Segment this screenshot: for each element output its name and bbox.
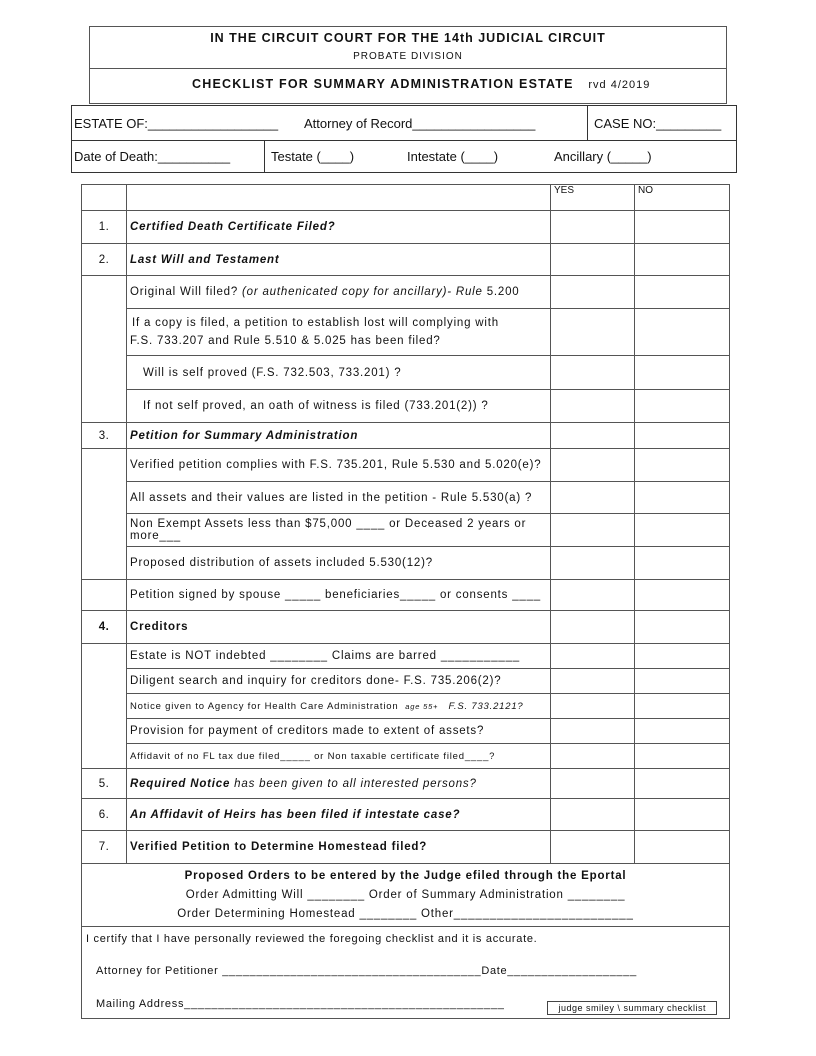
table-row xyxy=(82,449,730,482)
table-row xyxy=(82,719,730,744)
item-last-will: Last Will and Testament xyxy=(127,244,551,276)
table-row xyxy=(82,309,730,356)
yes-checkbox[interactable] xyxy=(551,449,635,482)
ahca-age-note: age 55+ xyxy=(405,701,439,711)
certification-row xyxy=(82,927,730,1019)
case-no-cell xyxy=(588,106,736,140)
orders-line-admitting[interactable]: Order Admitting Will ________ Order of Summary Administration ________ xyxy=(185,888,626,901)
item-death-certificate: Certified Death Certificate Filed? xyxy=(127,211,551,244)
no-checkbox[interactable] xyxy=(635,769,730,799)
checklist-table xyxy=(81,184,730,1019)
yes-checkbox[interactable] xyxy=(551,211,635,244)
no-checkbox[interactable] xyxy=(635,644,730,669)
yes-checkbox[interactable] xyxy=(551,356,635,390)
original-will-note: (or authenicated copy for ancillary)- Rule xyxy=(242,286,483,298)
empty-num-cell xyxy=(82,644,127,769)
attorney-signature-line[interactable]: Attorney for Petitioner ______________________________________Date___________________ xyxy=(96,965,637,977)
table-row xyxy=(82,744,730,769)
empty-num-cell xyxy=(82,580,127,611)
no-checkbox[interactable] xyxy=(635,244,730,276)
item-diligent-search: Diligent search and inquiry for creditors done- F.S. 735.206(2)? xyxy=(127,669,551,694)
yes-column-header: YES xyxy=(551,185,635,211)
item-copy-filed xyxy=(127,309,551,356)
item-number: 1. xyxy=(82,211,127,244)
empty-num-cell xyxy=(82,449,127,580)
table-row xyxy=(82,211,730,244)
no-checkbox[interactable] xyxy=(635,694,730,719)
yes-checkbox[interactable] xyxy=(551,547,635,580)
required-notice-bold: Required Notice xyxy=(130,777,231,790)
table-row xyxy=(82,356,730,390)
yes-checkbox[interactable] xyxy=(551,799,635,831)
no-checkbox[interactable] xyxy=(635,744,730,769)
table-row xyxy=(82,644,730,669)
item-provision-payment: Provision for payment of creditors made to extent of assets? xyxy=(127,719,551,744)
document-header xyxy=(89,26,727,104)
no-checkbox[interactable] xyxy=(635,719,730,744)
header-divider xyxy=(90,68,726,69)
item-not-indebted: Estate is NOT indebted ________ Claims are barred ___________ xyxy=(127,644,551,669)
item-self-proved: Will is self proved (F.S. 732.503, 733.201) ? xyxy=(127,356,551,390)
no-checkbox[interactable] xyxy=(635,799,730,831)
no-checkbox[interactable] xyxy=(635,547,730,580)
item-ahca-notice xyxy=(127,694,551,719)
orders-heading: Proposed Orders to be entered by the Judge efiled through the Eportal xyxy=(184,869,627,882)
no-checkbox[interactable] xyxy=(635,390,730,423)
proposed-orders-cell xyxy=(82,864,730,927)
no-checkbox[interactable] xyxy=(635,514,730,547)
item-number: 7. xyxy=(82,831,127,864)
no-checkbox[interactable] xyxy=(635,356,730,390)
attorney-of-record-field[interactable]: Attorney of Record_________________ xyxy=(304,116,536,131)
table-row xyxy=(82,769,730,799)
table-row xyxy=(82,547,730,580)
date-of-death-cell xyxy=(72,140,265,173)
estate-type-cell xyxy=(265,140,736,173)
copy-filed-line-1: If a copy is filed, a petition to establish lost will complying with xyxy=(132,317,499,329)
item-number: 4. xyxy=(82,611,127,644)
yes-checkbox[interactable] xyxy=(551,309,635,356)
no-checkbox[interactable] xyxy=(635,423,730,449)
item-affidavit-tax: Affidavit of no FL tax due filed_____ or Non taxable certificate filed____? xyxy=(127,744,551,769)
item-original-will xyxy=(127,276,551,309)
table-row xyxy=(82,423,730,449)
yes-checkbox[interactable] xyxy=(551,644,635,669)
yes-checkbox[interactable] xyxy=(551,719,635,744)
estate-attorney-cell xyxy=(72,106,588,140)
original-will-rule: 5.200 xyxy=(482,286,520,298)
copy-filed-line-2: F.S. 733.207 and Rule 5.510 & 5.025 has been filed? xyxy=(130,335,441,347)
yes-checkbox[interactable] xyxy=(551,831,635,864)
document-title xyxy=(192,77,650,91)
revision-label: rvd 4/2019 xyxy=(588,79,651,91)
yes-checkbox[interactable] xyxy=(551,580,635,611)
no-checkbox[interactable] xyxy=(635,309,730,356)
yes-checkbox[interactable] xyxy=(551,423,635,449)
item-non-exempt-assets: Non Exempt Assets less than $75,000 ____ or Deceased 2 years or more___ xyxy=(127,514,551,547)
proposed-orders-row xyxy=(82,864,730,927)
footer-tag: judge smiley \ summary checklist xyxy=(547,1001,717,1015)
court-name: IN THE CIRCUIT COURT FOR THE 14th JUDICIAL CIRCUIT xyxy=(210,31,606,45)
empty-num-cell xyxy=(82,276,127,423)
header-item-cell xyxy=(127,185,551,211)
item-proposed-distribution: Proposed distribution of assets included 5.530(12)? xyxy=(127,547,551,580)
table-row xyxy=(82,482,730,514)
intestate-field[interactable]: Intestate (____) xyxy=(407,149,499,164)
item-number: 3. xyxy=(82,423,127,449)
table-row xyxy=(82,694,730,719)
table-row xyxy=(82,514,730,547)
no-checkbox[interactable] xyxy=(635,611,730,644)
no-checkbox[interactable] xyxy=(635,276,730,309)
item-homestead: Verified Petition to Determine Homestead filed? xyxy=(127,831,551,864)
mailing-address-line[interactable]: Mailing Address_______________________________________________ xyxy=(96,998,505,1010)
ahca-statute: F.S. 733.2121? xyxy=(448,700,524,712)
table-row xyxy=(82,611,730,644)
yes-checkbox[interactable] xyxy=(551,482,635,514)
required-notice-rest: has been given to all interested persons? xyxy=(230,777,477,790)
no-column-header: NO xyxy=(635,185,730,211)
ancillary-field[interactable]: Ancillary (_____) xyxy=(554,149,652,164)
table-row xyxy=(82,669,730,694)
yes-checkbox[interactable] xyxy=(551,611,635,644)
yes-checkbox[interactable] xyxy=(551,244,635,276)
item-oath-of-witness: If not self proved, an oath of witness is filed (733.201(2)) ? xyxy=(127,390,551,423)
item-petition-signed: Petition signed by spouse _____ beneficiaries_____ or consents ____ xyxy=(127,580,551,611)
table-row xyxy=(82,244,730,276)
header-num-cell xyxy=(82,185,127,211)
item-affidavit-heirs: An Affidavit of Heirs has been filed if intestate case? xyxy=(127,799,551,831)
yes-checkbox[interactable] xyxy=(551,276,635,309)
item-petition: Petition for Summary Administration xyxy=(127,423,551,449)
certify-statement: I certify that I have personally reviewed the foregoing checklist and it is accurate. xyxy=(86,933,538,945)
orders-line-homestead[interactable]: Order Determining Homestead ________ Other_________________________ xyxy=(177,907,634,920)
ahca-notice-text: Notice given to Agency for Health Care Administration xyxy=(130,700,399,712)
no-checkbox[interactable] xyxy=(635,482,730,514)
table-row xyxy=(82,580,730,611)
yes-checkbox[interactable] xyxy=(551,390,635,423)
date-of-death-field[interactable]: Date of Death:__________ xyxy=(74,149,231,164)
estate-of-field[interactable]: ESTATE OF:__________________ xyxy=(74,116,279,131)
item-number: 2. xyxy=(82,244,127,276)
item-number: 6. xyxy=(82,799,127,831)
title-text: CHECKLIST FOR SUMMARY ADMINISTRATION ESTATE xyxy=(192,77,574,91)
case-no-field[interactable]: CASE NO:_________ xyxy=(594,116,722,131)
yes-checkbox[interactable] xyxy=(551,514,635,547)
yes-checkbox[interactable] xyxy=(551,769,635,799)
estate-info-box xyxy=(71,105,737,173)
certification-cell xyxy=(82,927,730,1019)
no-checkbox[interactable] xyxy=(635,831,730,864)
table-row xyxy=(82,276,730,309)
no-checkbox[interactable] xyxy=(635,580,730,611)
no-checkbox[interactable] xyxy=(635,449,730,482)
original-will-text: Original Will filed? xyxy=(130,286,243,298)
item-creditors: Creditors xyxy=(127,611,551,644)
info-row-1 xyxy=(72,106,736,141)
table-header-row xyxy=(82,185,730,211)
yes-checkbox[interactable] xyxy=(551,694,635,719)
yes-checkbox[interactable] xyxy=(551,669,635,694)
no-checkbox[interactable] xyxy=(635,669,730,694)
table-row xyxy=(82,799,730,831)
item-assets-listed: All assets and their values are listed in the petition - Rule 5.530(a) ? xyxy=(127,482,551,514)
table-row xyxy=(82,390,730,423)
item-required-notice xyxy=(127,769,551,799)
division-name: PROBATE DIVISION xyxy=(353,51,463,62)
item-number: 5. xyxy=(82,769,127,799)
no-checkbox[interactable] xyxy=(635,211,730,244)
item-verified-petition: Verified petition complies with F.S. 735.201, Rule 5.530 and 5.020(e)? xyxy=(127,449,551,482)
yes-checkbox[interactable] xyxy=(551,744,635,769)
testate-field[interactable]: Testate (____) xyxy=(271,149,355,164)
table-row xyxy=(82,831,730,864)
